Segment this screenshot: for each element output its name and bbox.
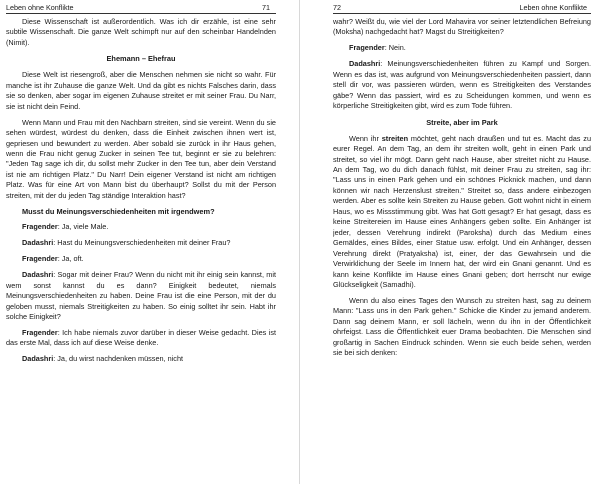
paragraph: wahr? Weißt du, wie viel der Lord Mahavira vor seiner letztendlichen Befreiung (Moksha) nachgedacht hat? Magst du Streitigkeiten? [333,17,591,37]
paragraph: Diese Welt ist riesengroß, aber die Menschen nehmen sie nicht so wahr. Für manche ist ihr Zuhause die ganze Welt. Und da gibt es nichts Falsches darin, dass sie so denken, aber sogar im eigenen Zuhause streitet er mit seiner Frau. Du Narr, sie ist nicht dein Feind. [6,70,276,111]
dialogue-text: : Ja, du wirst nachdenken müssen, nicht [53,354,184,364]
dialogue-text: : Ja, oft. [57,254,84,264]
paragraph: Wenn ihr streiten möchtet, geht nach draußen und tut es. Macht das zu eurer Regel. An dem Tag, an dem ihr streiten wollt, geht in einen Park und streitet, so viel ihr mögt. Dann geht nach Hause, aber streitet nicht zu Hause. An dem Tag, wo du dich danach fühlst, mit deiner Frau zu streiten, sag ihr: "Lass uns in einen Park gehen und ein schönes Picknick machen, und dann können wir nach Herzenslust streiten." Streitet so, dass andere einbezogen werden. Aber es sollte kein Streiten zu Hause geben. Gott wohnt nicht in einem Haus, wo es Missstimmung gibt. Was hat Gott gesagt? Er hat gesagt, dass es keine Streitereien im Hause eines Anhängers geben sollte. Ein Anhänger ist jeder, dessen Verehrung indirekt (Paroksha) durch das Medium eines Gemäldes, eines Bildes, einer Statue usw. erfolgt. Und ein Anhänger, dessen Verehrung direkt (Pratyaksha) ist, einer, der das Gewahrsein und die Verwirklichung der Seele im Innern hat, der wird ein Gnani genannt. Und es kann keine Konflikte im Hause eines Gnani geben; dort herrscht nur ewige Glückseligkeit (Samadhi). [333,133,591,289]
running-head-right [333,0,591,14]
page-number: 71 [262,3,270,12]
speaker-name: Fragender [22,254,58,264]
speaker-name: Dadashri [349,59,381,69]
running-head-title: Leben ohne Konflikte [519,3,587,12]
running-head-title: Leben ohne Konflikte [6,3,74,12]
left-page [6,0,276,484]
emphasized-word: streiten [381,133,409,143]
speaker-name: Fragender [22,222,58,232]
paragraph: Wenn Mann und Frau mit den Nachbarn streiten, sind sie vereint. Wenn du sie sehen würdest, würdest du denken, dass die Einheit zwischen ihnen wert ist, gepriesen und bewundert zu werden. Aber sobald sie zurück in ihr Haus gehen, wenn die Frau nicht genug Zucker in seinen Tee tut, beginnt er sie zu belehren: "Jeden Tag sage ich dir, du sollst mehr Zucker in den Tee tun, aber dein Verstand ist nie am richtigen Platz." Du Narr! Dein eigener Verstand ist nicht am richtigen Platz. Was für eine Art von Mann bist du überhaupt? Sollst du mit der Person streiten, mit der du jeden Tag ständige Interaktion hast? [6,117,276,200]
dialogue-line [333,43,591,53]
section-heading: Streite, aber im Park [426,117,498,127]
speaker-name: Dadashri [22,238,54,248]
dialogue-line [6,238,276,248]
paragraph: Diese Wissenschaft ist außerordentlich. Was ich dir erzähle, ist eine sehr subtile Wissenschaft. Die ganze Welt schimpft nur auf den scheinbar Handelnden (Nimit). [6,17,276,47]
speaker-name: Fragender [349,43,385,53]
dialogue-line [6,270,276,322]
dialogue-text: : Hast du Meinungsverschiedenheiten mit deiner Frau? [53,238,231,248]
dialogue-text: : Meinungsverschiedenheiten führen zu Kampf und Sorgen. Wenn es das ist, was aufgrund von Meinungsverschiedenheiten passiert, dann stell dir vor, was passieren würden, wenn es Streitigkeiten des Verstandes gäbe? Wenn das passiert, wird es zu Scheidungen kommen, und wenn es körperliche Streitigkeiten gibt, wird es zum Tode führen. [333,59,591,111]
dialogue-text: : Sogar mit deiner Frau? Wenn du nicht mit ihr einig sein kannst, mit wem sonst kannst du es dann? Einigkeit bedeutet, niemals Meinungsverschiedenheiten zu haben. Deine Frau ist die eine Person, mit der du geloben musst, niemals Streitigkeiten zu haben. So einig solltet ihr sein. Habt ihr solche Einigkeit? [6,270,276,321]
dialogue-line [6,222,276,232]
dialogue-line [6,254,276,264]
dialogue-text: : Ich habe niemals zuvor darüber in dieser Weise gedacht. Dies ist das erste Mal, dass ich auf diese Weise denke. [6,327,276,348]
right-page [333,0,591,484]
section-heading: Ehemann – Ehefrau [106,54,176,64]
dialogue-line [6,354,276,364]
dialogue-text: : Nein. [384,43,406,53]
page-number: 72 [333,3,341,12]
dialogue-line [333,59,591,111]
speaker-name: Dadashri [22,354,54,364]
dialogue-line [6,328,276,349]
paragraph: Wenn du also eines Tages den Wunsch zu streiten hast, sag zu deinem Mann: "Lass uns in den Park gehen." Schicke die Kinder zu jemand anderem. Dann sag deinem Mann, er soll lächeln, wenn du ihn in der Öffentlichkeit ohrfeigst. Lass die Öffentlichkeit euer Drama beobachten. Die Menschen sind großartig in Sachen Eindruck schinden. Wenn sie euch beide sehen, werden sie bei sich denken: [333,295,591,358]
speaker-name: Dadashri [22,270,54,280]
running-head-left [6,0,276,14]
question-heading: Musst du Meinungsverschiedenheiten mit irgendwem? [22,207,215,217]
speaker-name: Fragender [22,327,58,337]
gutter-divider [299,0,300,484]
dialogue-text: : Ja, viele Male. [57,222,109,232]
